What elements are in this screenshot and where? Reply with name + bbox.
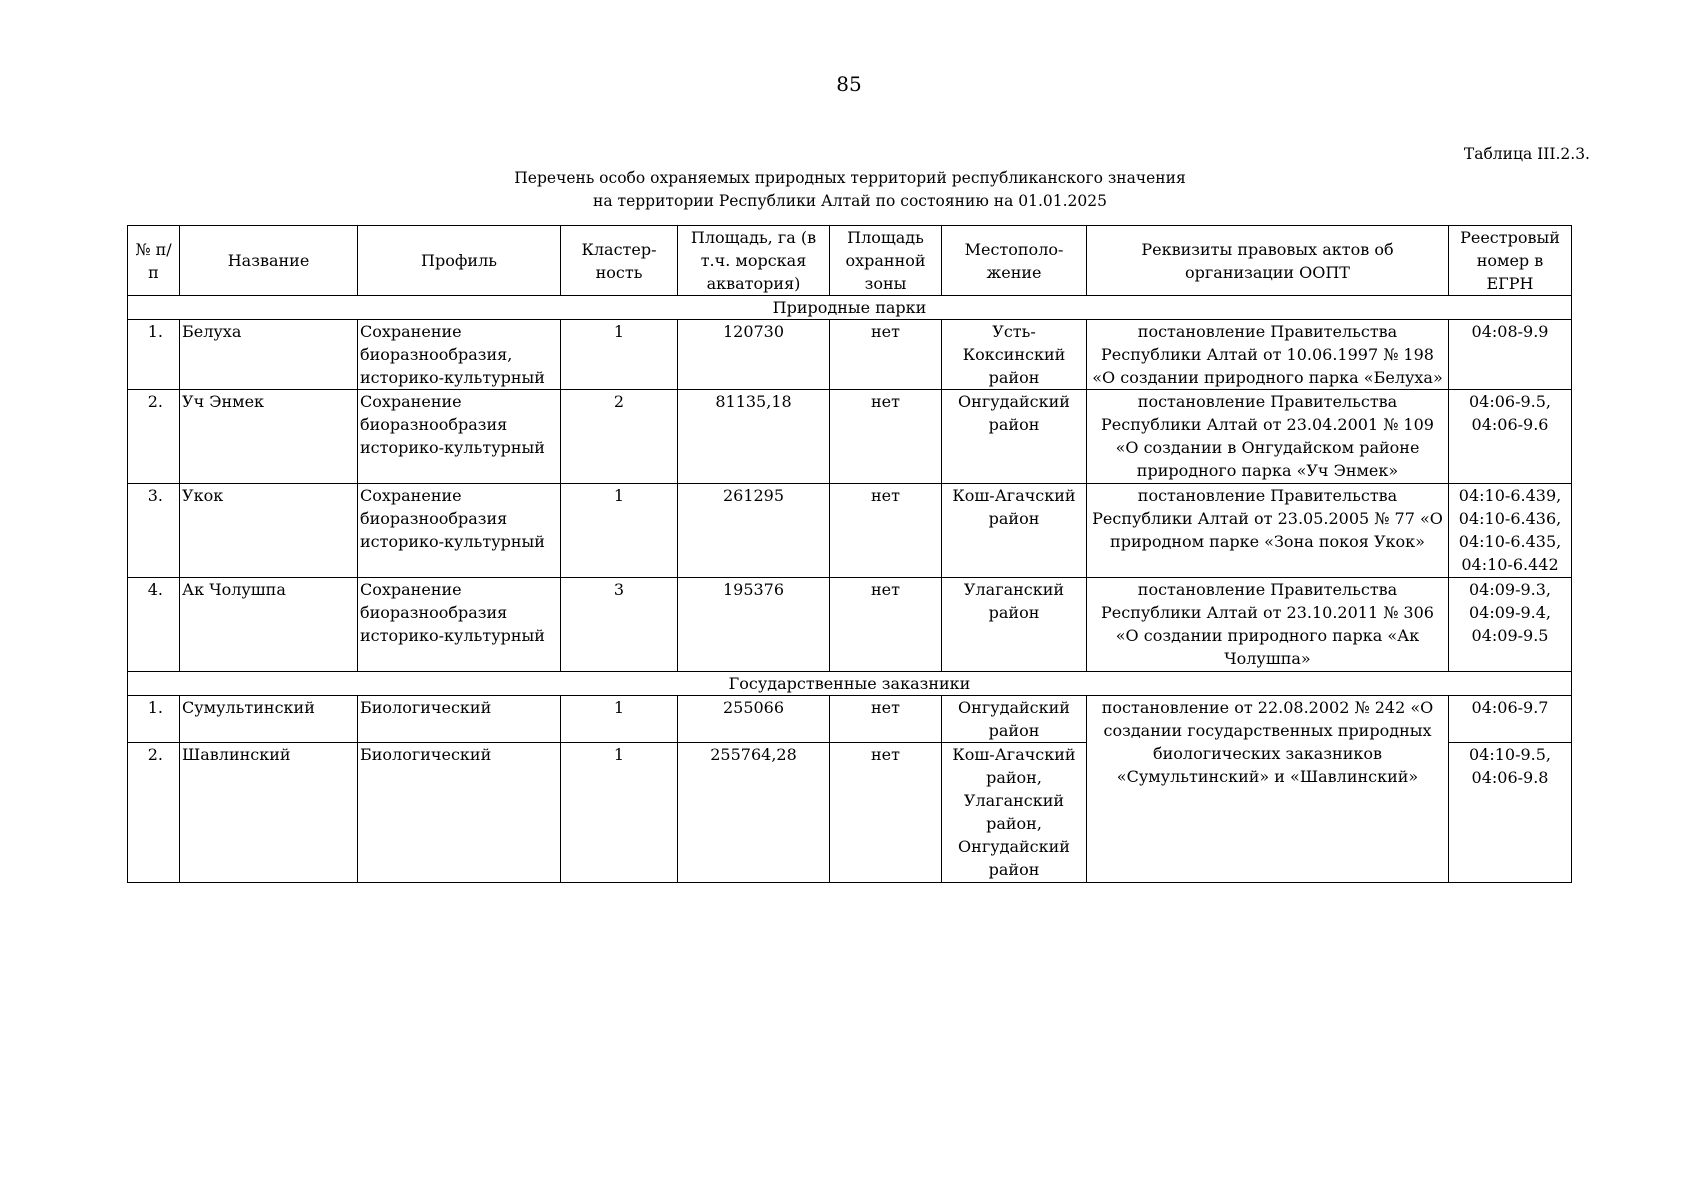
header-name: Название: [180, 226, 358, 296]
row-buffer-zone: нет: [830, 484, 942, 578]
header-profile: Профиль: [358, 226, 561, 296]
row-num: 2.: [128, 390, 180, 484]
row-buffer-zone: нет: [830, 696, 942, 743]
row-cluster: 1: [561, 320, 678, 390]
row-location: Кош-Агачский район, Улаганский район, Онгудайский район: [942, 743, 1087, 883]
row-name: Сумультинский: [180, 696, 358, 743]
row-area: 255764,28: [678, 743, 830, 883]
row-name: Укок: [180, 484, 358, 578]
row-profile: Сохранение биоразнообразия историко-культурный: [358, 578, 561, 672]
row-area: 81135,18: [678, 390, 830, 484]
row-location: Усть-Коксинский район: [942, 320, 1087, 390]
header-cluster: Кластер-ность: [561, 226, 678, 296]
header-buffer-zone: Площадь охранной зоны: [830, 226, 942, 296]
row-location: Онгудайский район: [942, 696, 1087, 743]
row-legal-act: постановление Правительства Республики Алтай от 23.05.2005 № 77 «О природном парке «Зона покоя Укок»: [1087, 484, 1449, 578]
row-location: Кош-Агачский район: [942, 484, 1087, 578]
header-registry-number: Реестровый номер в ЕГРН: [1449, 226, 1572, 296]
row-num: 2.: [128, 743, 180, 883]
row-registry-number: 04:10-6.439, 04:10-6.436, 04:10-6.435, 04:10-6.442: [1449, 484, 1572, 578]
row-num: 4.: [128, 578, 180, 672]
table-row: [128, 696, 1572, 743]
row-legal-act-shared: постановление от 22.08.2002 № 242 «О создании государственных природных биологических заказников «Сумультинский» и «Шавлинский»: [1087, 696, 1449, 883]
row-legal-act: постановление Правительства Республики Алтай от 23.10.2011 № 306 «О создании природного парка «Ак Чолушпа»: [1087, 578, 1449, 672]
table-title: [380, 167, 1320, 213]
row-legal-act: постановление Правительства Республики Алтай от 23.04.2001 № 109 «О создании в Онгудайском районе природного парка «Уч Энмек»: [1087, 390, 1449, 484]
table-title-line-2: на территории Республики Алтай по состоянию на 01.01.2025: [593, 192, 1107, 210]
header-location: Местополо-жение: [942, 226, 1087, 296]
row-num: 3.: [128, 484, 180, 578]
table-label: Таблица III.2.3.: [1463, 145, 1590, 163]
row-profile: Сохранение биоразнообразия историко-культурный: [358, 484, 561, 578]
row-registry-number: 04:10-9.5, 04:06-9.8: [1449, 743, 1572, 883]
row-registry-number: 04:08-9.9: [1449, 320, 1572, 390]
header-legal-acts: Реквизиты правовых актов об организации ООПТ: [1087, 226, 1449, 296]
row-location: Улаганский район: [942, 578, 1087, 672]
row-profile: Сохранение биоразнообразия, историко-культурный: [358, 320, 561, 390]
row-area: 120730: [678, 320, 830, 390]
row-location: Онгудайский район: [942, 390, 1087, 484]
row-num: 1.: [128, 696, 180, 743]
row-buffer-zone: нет: [830, 578, 942, 672]
row-buffer-zone: нет: [830, 390, 942, 484]
row-cluster: 1: [561, 484, 678, 578]
row-cluster: 2: [561, 390, 678, 484]
row-profile: Сохранение биоразнообразия историко-культурный: [358, 390, 561, 484]
row-cluster: 1: [561, 696, 678, 743]
protected-areas-table: [127, 225, 1572, 883]
table-row: [128, 320, 1572, 390]
row-name: Ак Чолушпа: [180, 578, 358, 672]
row-area: 195376: [678, 578, 830, 672]
row-area: 261295: [678, 484, 830, 578]
table-title-line-1: Перечень особо охраняемых природных территорий республиканского значения: [514, 169, 1186, 187]
row-buffer-zone: нет: [830, 320, 942, 390]
header-row: [128, 226, 1572, 296]
row-area: 255066: [678, 696, 830, 743]
row-name: Шавлинский: [180, 743, 358, 883]
section-title: Государственные заказники: [128, 672, 1572, 696]
row-registry-number: 04:06-9.7: [1449, 696, 1572, 743]
table-row: [128, 484, 1572, 578]
row-cluster: 1: [561, 743, 678, 883]
section-title: Природные парки: [128, 296, 1572, 320]
row-registry-number: 04:09-9.3, 04:09-9.4, 04:09-9.5: [1449, 578, 1572, 672]
row-legal-act: постановление Правительства Республики Алтай от 10.06.1997 № 198 «О создании природного парка «Белуха»: [1087, 320, 1449, 390]
table-row: [128, 390, 1572, 484]
row-buffer-zone: нет: [830, 743, 942, 883]
row-num: 1.: [128, 320, 180, 390]
row-profile: Биологический: [358, 743, 561, 883]
row-profile: Биологический: [358, 696, 561, 743]
header-area: Площадь, га (в т.ч. морская акватория): [678, 226, 830, 296]
row-cluster: 3: [561, 578, 678, 672]
row-name: Белуха: [180, 320, 358, 390]
row-registry-number: 04:06-9.5, 04:06-9.6: [1449, 390, 1572, 484]
section-row-natural-parks: [128, 296, 1572, 320]
row-name: Уч Энмек: [180, 390, 358, 484]
page-number: 85: [836, 72, 862, 96]
header-num: № п/п: [128, 226, 180, 296]
section-row-state-reserves: [128, 672, 1572, 696]
table-row: [128, 578, 1572, 672]
